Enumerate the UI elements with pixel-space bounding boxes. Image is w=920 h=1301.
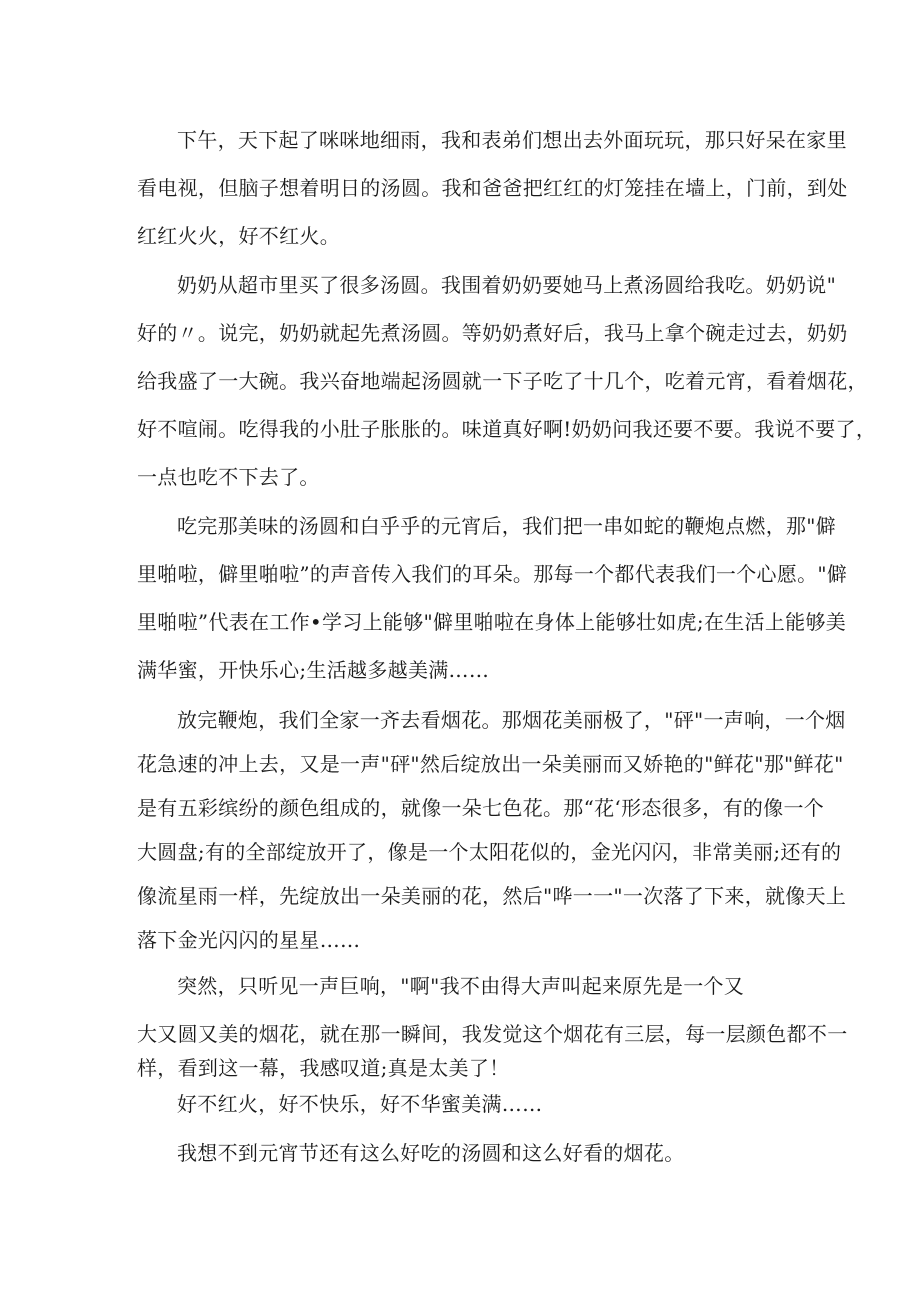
- paragraph-line: 满华蜜，开快乐心;生活越多越美满……: [137, 658, 490, 682]
- paragraph-line: 奶奶从超市里买了很多汤圆。我围着奶奶要她马上煮汤圆给我吃。奶奶说": [177, 273, 837, 297]
- paragraph-line: 里啪啦”代表在工作•学习上能够"僻里啪啦在身体上能够壮如虎;在生活上能够美: [137, 610, 847, 634]
- paragraph-line: 大又圆又美的烟花，就在那一瞬间，我发觉这个烟花有三层，每一层颜色都不一: [137, 1022, 848, 1046]
- paragraph-line: 下午，天下起了咪咪地细雨，我和表弟们想出去外面玩玩，那只好呆在家里: [177, 128, 847, 152]
- paragraph-line: 样，看到这一幕，我感叹道;真是太美了！: [137, 1056, 510, 1080]
- paragraph-line: 好不喧闹。吃得我的小肚子胀胀的。味道真好啊!奶奶问我还要不要。我说不要了，: [137, 417, 877, 441]
- paragraph-line: 我想不到元宵节还有这么好吃的汤圆和这么好看的烟花。: [177, 1141, 685, 1165]
- paragraph-line: 突然，只听见一声巨响，"啊"我不由得大声叫起来原先是一个又: [177, 974, 745, 998]
- paragraph-line: 里啪啦，僻里啪啦”的声音传入我们的耳朵。那每一个都代表我们一个心愿。"僻: [137, 562, 848, 586]
- paragraph-line: 红红火火，好不红火。: [137, 224, 340, 248]
- paragraph-line: 好的〃。说完，奶奶就起先煮汤圆。等奶奶煮好后，我马上拿个碗走过去，奶奶: [137, 321, 848, 345]
- paragraph-line: 是有五彩缤纷的颜色组成的，就像一朵七色花。那“花‘形态很多，有的像一个: [137, 796, 825, 820]
- paragraph-line: 落下金光闪闪的星星……: [137, 928, 361, 952]
- paragraph-line: 像流星雨一样，先绽放出一朵美丽的花，然后"哗一一"一次落了下来，就像天上: [137, 884, 847, 908]
- paragraph-line: 花急速的冲上去，又是一声"砰"然后绽放出一朵美丽而又娇艳的"鲜花"那"鲜花": [137, 752, 844, 776]
- paragraph-line: 给我盛了一大碗。我兴奋地端起汤圆就一下子吃了十几个，吃着元宵，看着烟花，: [137, 369, 868, 393]
- paragraph-line: 看电视，但脑子想着明日的汤圆。我和爸爸把红红的灯笼挂在墙上，门前，到处: [137, 176, 848, 200]
- paragraph-line: 大圆盘;有的全部绽放开了，像是一个太阳花似的，金光闪闪，非常美丽;还有的: [137, 840, 842, 864]
- paragraph-line: 一点也吃不下去了。: [137, 465, 320, 489]
- paragraph-line: 吃完那美味的汤圆和白乎乎的元宵后，我们把一串如蛇的鞭炮点燃，那"僻: [177, 514, 837, 538]
- paragraph-line: 放完鞭炮，我们全家一齐去看烟花。那烟花美丽极了，"砰"一声响，一个烟: [177, 708, 846, 732]
- paragraph-line: 好不红火，好不快乐，好不华蜜美满……: [177, 1092, 543, 1116]
